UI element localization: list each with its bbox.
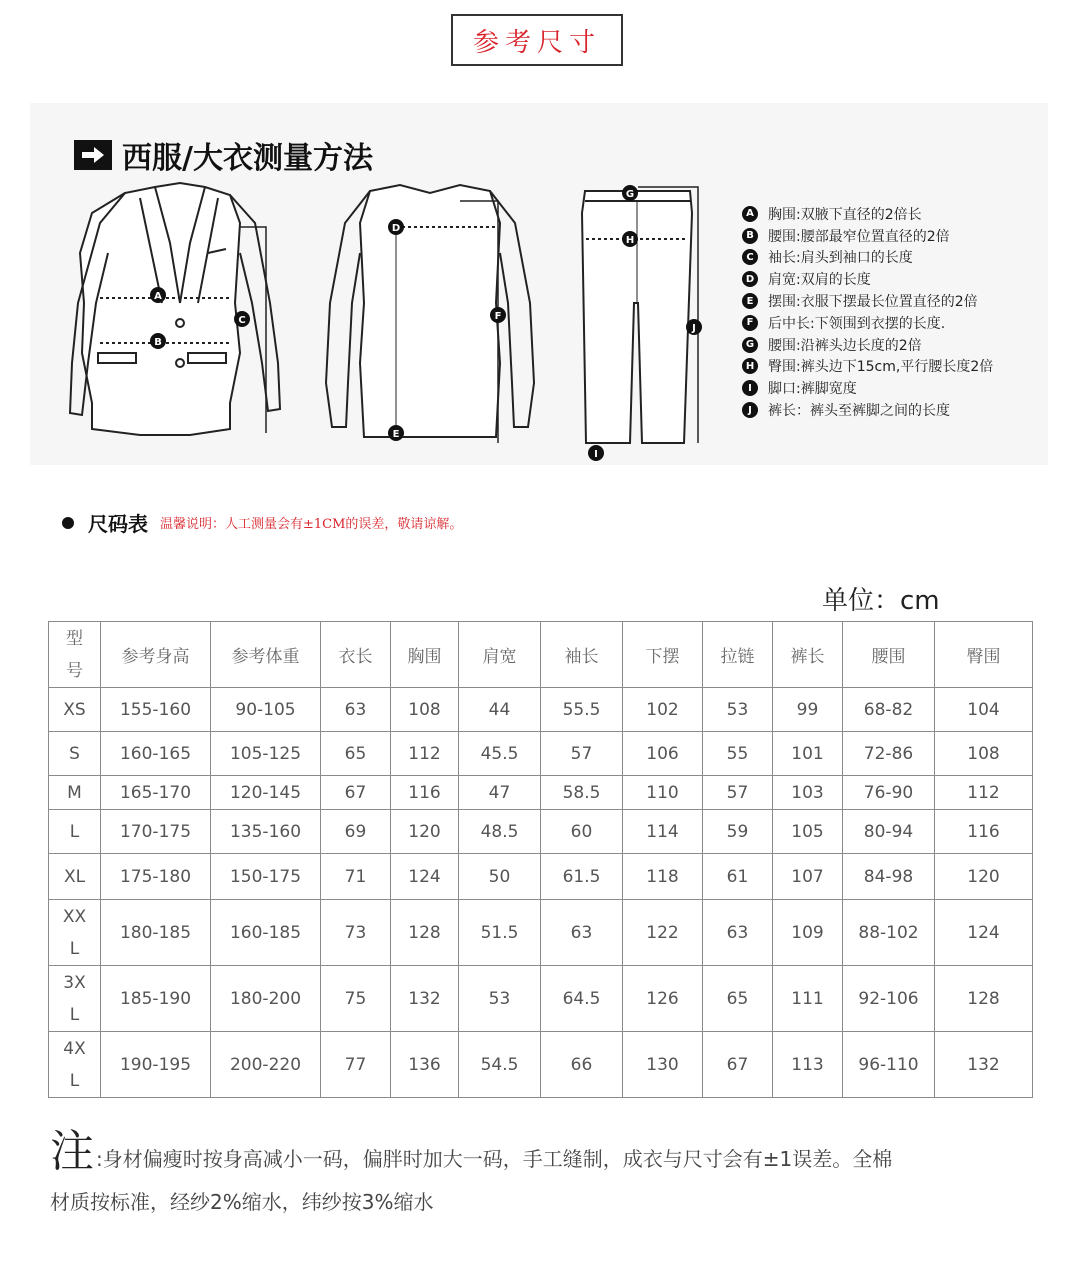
table-cell: 96-110 [843,1032,935,1098]
table-cell: 116 [935,810,1033,854]
table-cell: 132 [935,1032,1033,1098]
table-cell: 60 [541,810,623,854]
legend-item: I 脚口:裤脚宽度 [742,377,993,399]
table-cell: 63 [703,900,773,966]
legend-badge-icon: I [742,380,758,396]
table-cell: 136 [391,1032,459,1098]
table-header-cell: 袖长 [541,622,623,688]
table-header-cell: 裤长 [773,622,843,688]
method-title: 西服/大衣测量方法 [122,141,373,176]
table-row [49,776,1033,810]
table-cell: 105-125 [211,732,321,776]
table-cell: 128 [391,900,459,966]
svg-text:D: D [391,223,401,234]
bullet-icon [62,517,74,529]
table-cell: 65 [703,966,773,1032]
table-cell: 103 [773,776,843,810]
legend-item: J 裤长：裤头至裤脚之间的长度 [742,399,993,421]
table-cell: 190-195 [101,1032,211,1098]
table-row [49,966,1033,1032]
size-label-cell: 3X L [49,966,101,1032]
table-cell: 102 [623,688,703,732]
table-cell: 45.5 [459,732,541,776]
table-row [49,900,1033,966]
table-header-cell: 拉链 [703,622,773,688]
marker-g-icon [622,185,638,201]
table-cell: 130 [623,1032,703,1098]
legend-item: C 袖长:肩头到袖口的长度 [742,247,993,269]
table-row [49,688,1033,732]
table-cell: 51.5 [459,900,541,966]
table-header-cell: 胸围 [391,622,459,688]
table-cell: 50 [459,854,541,900]
table-cell: 122 [623,900,703,966]
table-cell: 160-185 [211,900,321,966]
table-cell: 75 [321,966,391,1032]
legend-item: D 肩宽:双肩的长度 [742,268,993,290]
table-cell: 72-86 [843,732,935,776]
table-cell: 53 [703,688,773,732]
size-label-cell: XX L [49,900,101,966]
table-row [49,810,1033,854]
table-header-row [49,622,1033,688]
table-cell: 63 [541,900,623,966]
table-cell: 57 [703,776,773,810]
marker-h-icon [622,231,638,247]
size-label-cell: 4X L [49,1032,101,1098]
table-cell: 66 [541,1032,623,1098]
table-cell: 106 [623,732,703,776]
table-header-cell: 型 号 [49,622,101,688]
marker-c-icon [234,311,250,327]
table-cell: 101 [773,732,843,776]
table-cell: 61.5 [541,854,623,900]
table-cell: 57 [541,732,623,776]
marker-f-icon [490,307,506,323]
marker-i-icon [588,445,604,461]
trousers-diagram [582,187,698,443]
table-cell: 80-94 [843,810,935,854]
size-label-cell: L [49,810,101,854]
table-header-cell: 下摆 [623,622,703,688]
svg-text:E: E [392,429,400,440]
svg-text:A: A [154,291,162,302]
note-text-line1: :身材偏瘦时按身高减小一码，偏胖时加大一码，手工缝制，成衣与尺寸会有±1误差。全棉 [96,1147,893,1171]
table-cell: 67 [703,1032,773,1098]
size-label-cell: XS [49,688,101,732]
table-cell: 118 [623,854,703,900]
table-cell: 105 [773,810,843,854]
svg-text:F: F [494,311,502,322]
legend-badge-icon: E [742,293,758,309]
legend-item: B 腰围:腰部最窄位置直径的2倍 [742,225,993,247]
table-cell: 120-145 [211,776,321,810]
table-cell: 54.5 [459,1032,541,1098]
table-cell: 68-82 [843,688,935,732]
table-cell: 76-90 [843,776,935,810]
table-cell: 135-160 [211,810,321,854]
jacket-front-diagram [70,183,280,435]
table-cell: 113 [773,1032,843,1098]
legend-badge-icon: A [742,206,758,222]
legend-item: A 胸围:双腋下直径的2倍长 [742,203,993,225]
note-text-line2: 材质按标准，经纱2%缩水，纬纱按3%缩水 [50,1190,434,1214]
table-cell: 73 [321,900,391,966]
table-cell: 116 [391,776,459,810]
table-cell: 104 [935,688,1033,732]
legend-badge-icon: B [742,228,758,244]
table-cell: 44 [459,688,541,732]
table-cell: 114 [623,810,703,854]
size-label-cell: M [49,776,101,810]
table-cell: 61 [703,854,773,900]
table-cell: 77 [321,1032,391,1098]
table-cell: 132 [391,966,459,1032]
svg-text:G: G [625,189,635,200]
table-cell: 160-165 [101,732,211,776]
table-cell: 88-102 [843,900,935,966]
svg-text:C: C [238,315,246,326]
table-cell: 180-200 [211,966,321,1032]
size-label-cell: XL [49,854,101,900]
table-cell: 124 [935,900,1033,966]
table-header-cell: 臀围 [935,622,1033,688]
legend-badge-icon: D [742,271,758,287]
table-cell: 65 [321,732,391,776]
svg-text:I: I [594,449,598,460]
table-cell: 200-220 [211,1032,321,1098]
table-cell: 64.5 [541,966,623,1032]
legend-item: G 腰围:沿裤头边长度的2倍 [742,334,993,356]
table-header-cell: 衣长 [321,622,391,688]
page-title-box [451,14,623,66]
table-cell: 112 [935,776,1033,810]
table-cell: 126 [623,966,703,1032]
table-cell: 180-185 [101,900,211,966]
table-cell: 69 [321,810,391,854]
note-mark: 注 [50,1126,94,1177]
measurement-legend [742,203,993,421]
table-cell: 124 [391,854,459,900]
legend-badge-icon: C [742,249,758,265]
table-row [49,854,1033,900]
table-cell: 47 [459,776,541,810]
marker-j-icon [686,319,702,335]
table-cell: 55 [703,732,773,776]
table-cell: 108 [935,732,1033,776]
legend-item: F 后中长:下领围到衣摆的长度. [742,312,993,334]
table-cell: 63 [321,688,391,732]
table-cell: 99 [773,688,843,732]
svg-text:H: H [625,235,635,246]
table-row [49,732,1033,776]
table-header-cell: 参考体重 [211,622,321,688]
legend-badge-icon: J [742,402,758,418]
legend-badge-icon: G [742,337,758,353]
table-row [49,1032,1033,1098]
svg-text:J: J [692,323,696,334]
table-cell: 107 [773,854,843,900]
table-cell: 71 [321,854,391,900]
table-header-cell: 腰围 [843,622,935,688]
unit-label: 单位：cm [822,586,940,616]
legend-badge-icon: H [742,358,758,374]
legend-item: H 臀围:裤头边下15cm,平行腰长度2倍 [742,356,993,378]
table-cell: 53 [459,966,541,1032]
table-cell: 58.5 [541,776,623,810]
table-cell: 109 [773,900,843,966]
table-cell: 108 [391,688,459,732]
size-chart-title: 尺码表 [88,512,148,536]
table-header-cell: 肩宽 [459,622,541,688]
size-chart-heading [62,508,462,537]
marker-a-icon [150,287,166,303]
size-table [48,621,1033,1098]
svg-text:B: B [154,337,162,348]
table-cell: 128 [935,966,1033,1032]
table-cell: 90-105 [211,688,321,732]
table-cell: 48.5 [459,810,541,854]
table-header-cell: 参考身高 [101,622,211,688]
note-section [50,1128,1010,1215]
table-cell: 67 [321,776,391,810]
table-cell: 165-170 [101,776,211,810]
table-cell: 111 [773,966,843,1032]
marker-b-icon [150,333,166,349]
measurement-tip: 温馨说明：人工测量会有±1CM的误差，敬请谅解。 [160,517,463,532]
table-cell: 59 [703,810,773,854]
table-cell: 185-190 [101,966,211,1032]
table-cell: 155-160 [101,688,211,732]
table-cell: 170-175 [101,810,211,854]
table-cell: 150-175 [211,854,321,900]
marker-e-icon [388,425,404,441]
page-title: 参考尺寸 [472,27,601,58]
marker-d-icon [388,219,404,235]
table-cell: 120 [391,810,459,854]
table-cell: 110 [623,776,703,810]
table-cell: 175-180 [101,854,211,900]
legend-badge-icon: F [742,315,758,331]
table-cell: 92-106 [843,966,935,1032]
table-cell: 55.5 [541,688,623,732]
size-label-cell: S [49,732,101,776]
table-cell: 112 [391,732,459,776]
measurement-method-panel [30,103,1048,465]
table-cell: 84-98 [843,854,935,900]
legend-item: E 摆围:衣服下摆最长位置直径的2倍 [742,290,993,312]
table-cell: 120 [935,854,1033,900]
